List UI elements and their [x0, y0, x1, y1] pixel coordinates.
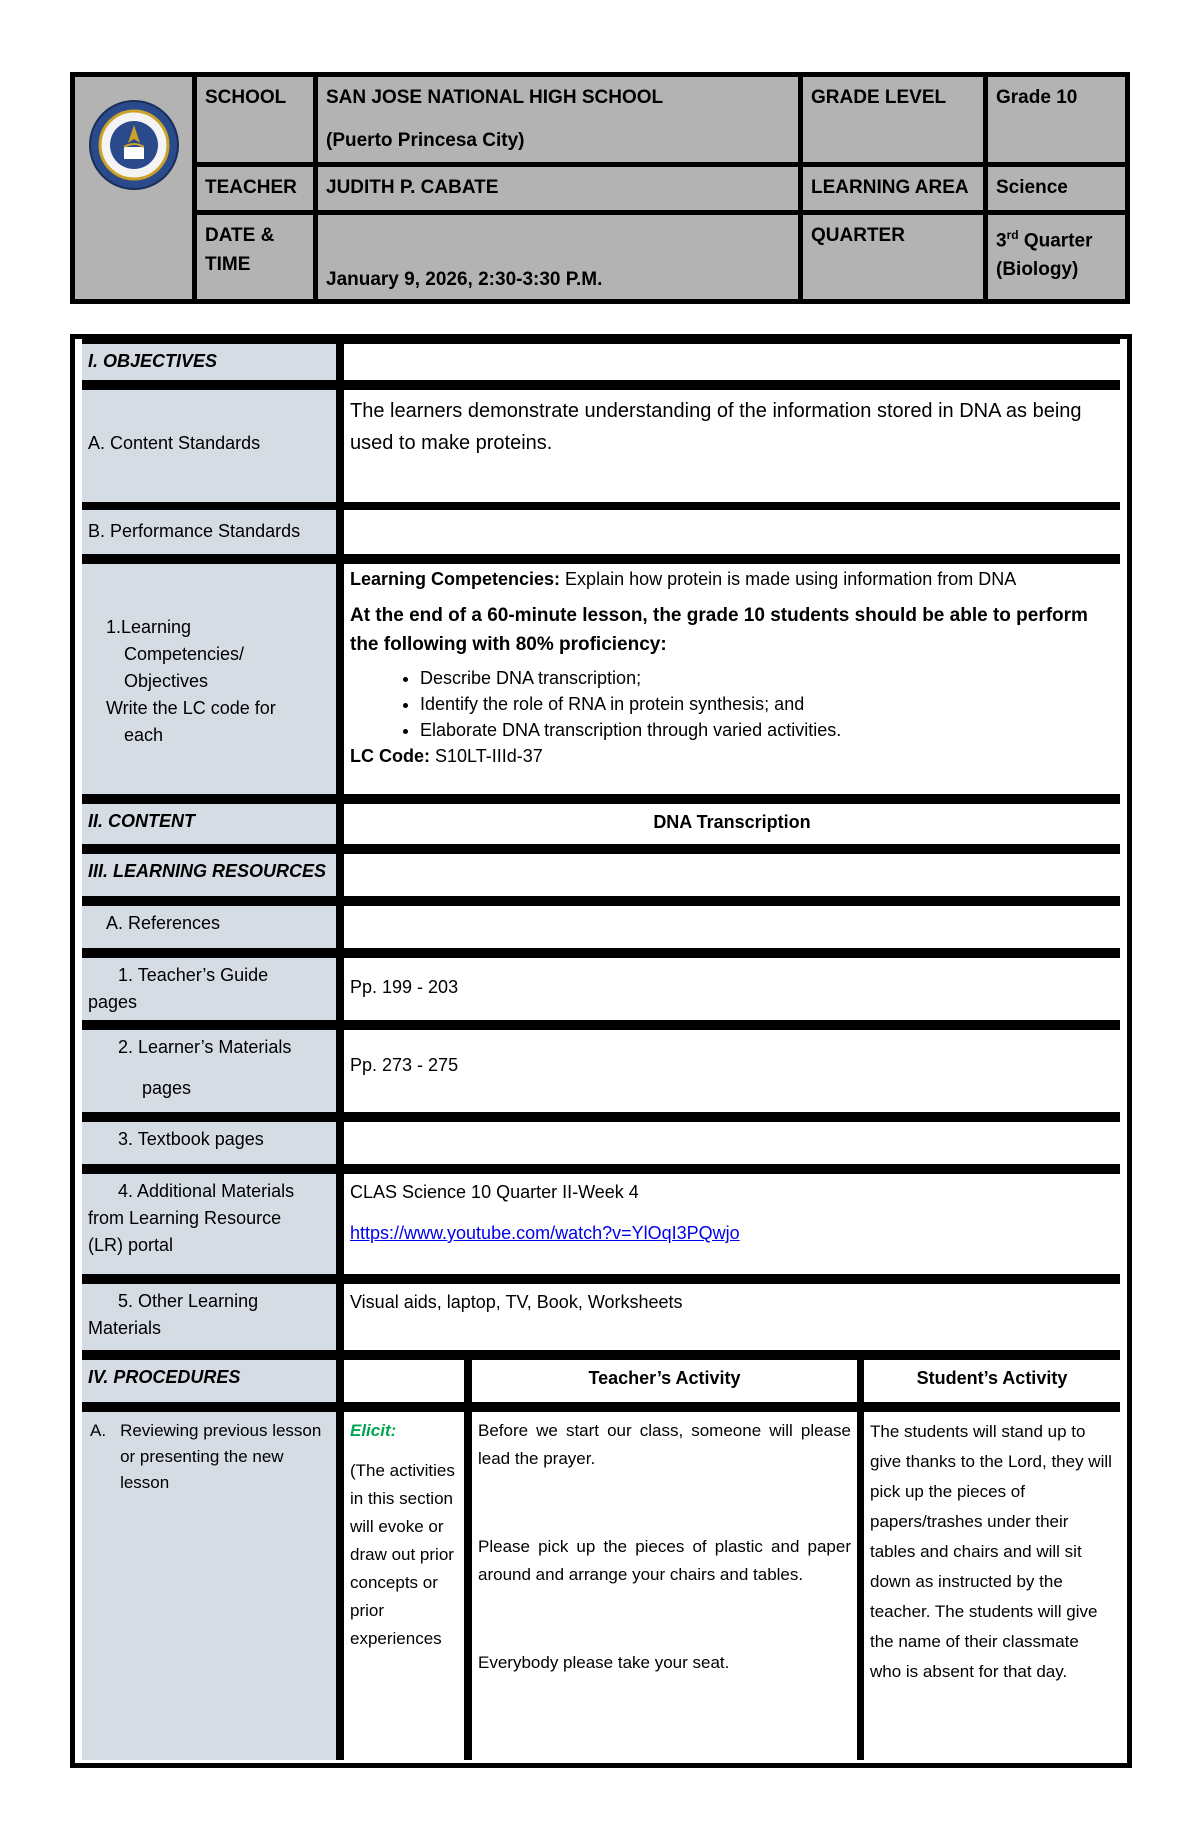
procedures-row — [82, 1355, 1120, 1407]
references-value — [344, 906, 1120, 948]
other-materials-row — [82, 1279, 1120, 1355]
list-item: • Elaborate DNA transcription through varied activities. — [420, 717, 1114, 743]
list-item: • Describe DNA transcription; — [420, 665, 1114, 691]
date-time-label: DATE & TIME — [197, 215, 313, 299]
school-name-cell — [318, 77, 798, 162]
teacher-label: TEACHER — [197, 167, 313, 210]
content-heading: II. CONTENT — [82, 804, 336, 844]
grade-level-label: GRADE LEVEL — [803, 77, 983, 162]
performance-standards-label: B. Performance Standards — [82, 510, 336, 554]
teacher-activity-cell — [472, 1412, 857, 1760]
learning-competencies-text — [344, 564, 1120, 794]
teacher-text-prayer: Before we start our class, someone will please lead the prayer. — [478, 1421, 851, 1468]
logo-cell — [75, 77, 192, 299]
learning-competencies-row — [82, 559, 1120, 799]
student-activity-header: Student’s Activity — [864, 1360, 1120, 1402]
content-standards-text: The learners demonstrate understanding of the information stored in DNA as being used to make proteins. — [344, 390, 1120, 502]
content-row — [82, 799, 1120, 849]
lc-text: Explain how protein is made using information from DNA — [560, 569, 1017, 589]
lesson-plan-table — [70, 334, 1132, 1768]
learners-materials-label: 2. Learner’s Materials pages — [82, 1030, 336, 1112]
resources-value — [344, 854, 1120, 896]
objectives-heading: I. OBJECTIVES — [82, 344, 336, 380]
references-row — [82, 901, 1120, 953]
references-label: A. References — [82, 906, 336, 948]
quarter-value: 3rd Quarter (Biology) — [988, 215, 1125, 299]
teachers-guide-row — [82, 953, 1120, 1025]
additional-materials-text: CLAS Science 10 Quarter II-Week 4 — [350, 1182, 639, 1202]
lc-code-label: LC Code: — [350, 746, 430, 766]
quarter-label: QUARTER — [803, 215, 983, 299]
date-time-value: January 9, 2026, 2:30-3:30 P.M. — [318, 215, 798, 299]
learning-area-label: LEARNING AREA — [803, 167, 983, 210]
content-standards-label: A. Content Standards — [82, 390, 336, 502]
objectives-row — [82, 339, 1120, 385]
youtube-link[interactable]: https://www.youtube.com/watch?v=YlOqI3PQwjo — [350, 1223, 740, 1243]
additional-materials-value — [344, 1174, 1120, 1274]
list-item: • Identify the role of RNA in protein synthesis; and — [420, 691, 1114, 717]
other-materials-value: Visual aids, laptop, TV, Book, Worksheets — [344, 1284, 1120, 1350]
learning-competencies-label: 1.Learning Competencies/ Objectives Write the LC code for each — [82, 564, 336, 794]
additional-materials-row — [82, 1169, 1120, 1279]
content-standards-row — [82, 385, 1120, 505]
content-value: DNA Transcription — [344, 804, 1120, 844]
reviewing-label: A. Reviewing previous lesson or presenting the new lesson — [82, 1412, 336, 1760]
student-activity-cell: The students will stand up to give thanks to the Lord, they will pick up the pieces of papers/trashes under their tables and chairs and will sit down as instructed by the teacher. The students will give the name of their classmate who is absent for that day. — [864, 1412, 1120, 1760]
resources-row — [82, 849, 1120, 901]
textbook-value — [344, 1122, 1120, 1164]
procedures-blank-cell — [344, 1360, 464, 1402]
lc-intro: At the end of a 60-minute lesson, the grade 10 students should be able to perform the following with 80% proficiency: — [350, 605, 1088, 655]
teacher-activity-header: Teacher’s Activity — [472, 1360, 857, 1402]
learning-area-value: Science — [988, 167, 1125, 210]
elicit-description: (The activities in this section will evoke or draw out prior concepts or prior experiences — [350, 1461, 455, 1648]
school-name: SAN JOSE NATIONAL HIGH SCHOOL — [326, 87, 664, 108]
objective-list — [350, 665, 1114, 743]
lc-code-value: S10LT-IIId-37 — [430, 746, 543, 766]
deped-seal-icon — [88, 99, 180, 191]
school-label: SCHOOL — [197, 77, 313, 162]
textbook-row — [82, 1117, 1120, 1169]
teachers-guide-label: 1. Teacher’s Guide pages — [82, 958, 336, 1020]
objectives-value — [344, 344, 1120, 380]
teachers-guide-value: Pp. 199 - 203 — [344, 958, 1120, 1020]
teacher-text-seat: Everybody please take your seat. — [478, 1653, 730, 1672]
grade-level-value: Grade 10 — [988, 77, 1125, 162]
lc-title: Learning Competencies: — [350, 569, 561, 589]
learners-materials-row — [82, 1025, 1120, 1117]
teacher-text-cleanup: Please pick up the pieces of plastic and paper around and arrange your chairs and tables. — [478, 1537, 851, 1584]
resources-heading: III. LEARNING RESOURCES — [82, 854, 336, 896]
performance-standards-row — [82, 505, 1120, 559]
school-city: (Puerto Princesa City) — [326, 130, 525, 151]
performance-standards-value — [344, 510, 1120, 554]
procedures-heading: IV. PROCEDURES — [82, 1360, 336, 1402]
elicit-cell — [344, 1412, 464, 1760]
learners-materials-value: Pp. 273 - 275 — [344, 1030, 1120, 1112]
header-table — [70, 72, 1130, 304]
teacher-value: JUDITH P. CABATE — [318, 167, 798, 210]
reviewing-row — [82, 1407, 1120, 1760]
other-materials-label: 5. Other Learning Materials — [82, 1284, 336, 1350]
elicit-title: Elicit: — [350, 1421, 397, 1440]
textbook-label: 3. Textbook pages — [82, 1122, 336, 1164]
additional-materials-label: 4. Additional Materials from Learning Resource (LR) portal — [82, 1174, 336, 1274]
